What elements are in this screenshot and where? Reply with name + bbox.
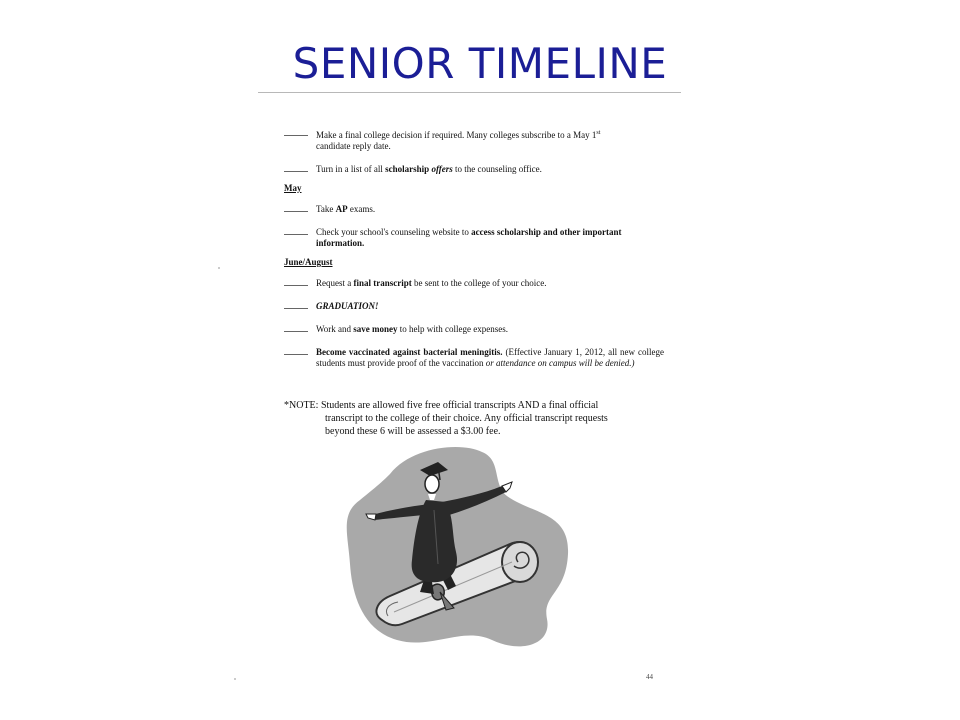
graduate-surfing-on-diploma-illustration: [342, 444, 572, 650]
item-text: Make a final college decision if required. Many colleges subscribe to a May 1st candidate reply date.: [316, 130, 601, 151]
check-blank: [284, 164, 308, 172]
section-heading-may: May: [284, 183, 302, 193]
check-blank: [284, 347, 308, 355]
checklist-item-counseling-website: [284, 227, 664, 249]
checklist-item-ap-exams: [284, 204, 664, 215]
check-blank: [284, 128, 308, 136]
item-text: Request a final transcript be sent to the college of your choice.: [316, 278, 547, 288]
item-text: Become vaccinated against bacterial meningitis. (Effective January 1, 2012, all new college students must provide proof of the vaccination or attendance on campus will be denied.): [316, 347, 664, 368]
checklist-item-final-decision: [284, 128, 664, 152]
scan-speck: [234, 678, 236, 680]
check-blank: [284, 278, 308, 286]
item-text: Check your school's counseling website to access scholarship and other important information.: [316, 227, 622, 248]
note-line-3: beyond these 6 will be assessed a $3.00 fee.: [325, 426, 501, 437]
scan-speck: [218, 267, 220, 269]
checklist-item-vaccination: [284, 347, 664, 369]
check-blank: [284, 301, 308, 309]
checklist-item-final-transcript: [284, 278, 664, 289]
note-line-2: transcript to the college of their choice. Any official transcript requests: [325, 413, 608, 424]
check-blank: [284, 204, 308, 212]
item-text: Work and save money to help with college expenses.: [316, 324, 508, 334]
check-blank: [284, 227, 308, 235]
page-number: 44: [646, 673, 653, 681]
item-text: Turn in a list of all scholarship offers to the counseling office.: [316, 164, 542, 174]
checklist-item-scholarship-offers: [284, 164, 664, 175]
transcript-note: [284, 399, 684, 438]
scanned-document-page: [284, 128, 664, 381]
checklist-item-graduation: [284, 301, 664, 312]
check-blank: [284, 324, 308, 332]
section-heading-june-august: June/August: [284, 257, 333, 267]
title-divider: [258, 92, 681, 93]
item-text: Take AP exams.: [316, 204, 376, 214]
item-text: GRADUATION!: [316, 301, 379, 311]
note-line-1: *NOTE: Students are allowed five free official transcripts AND a final official: [284, 400, 599, 411]
slide-title: SENIOR TIMELINE: [292, 39, 668, 88]
checklist-item-save-money: [284, 324, 664, 335]
